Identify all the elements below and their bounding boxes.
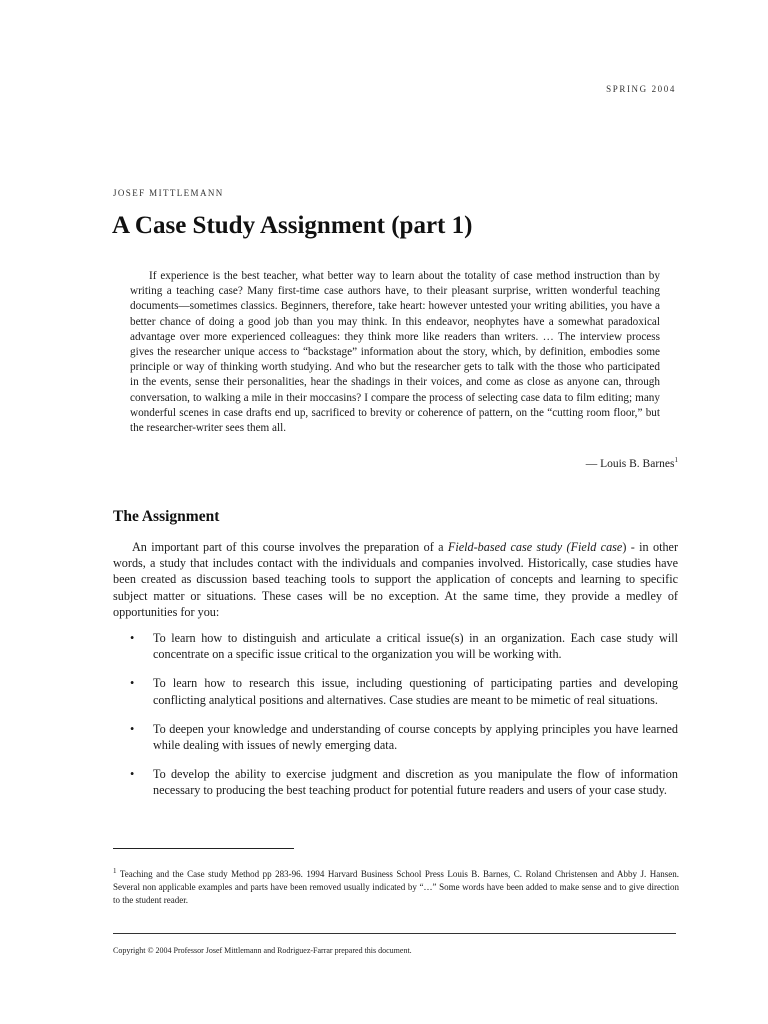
intro-text-start: An important part of this course involves the preparation of a (132, 540, 448, 554)
intro-text-end: ) - in other words, a study that includes contact with the individuals and companies involved. Historically, case studies have been created as discussion based teaching tools to support the application of concepts and learning to specific subject matter or situations. These cases will be no exception. At the same time, they provide a medley of opportunities for you: (113, 540, 679, 619)
list-item-text: To learn how to research this issue, including questioning of participating parties and developing conflicting analytical positions and alternatives. Case studies are meant to be mimetic of real situations. (153, 676, 678, 707)
author-name: JOSEF MITTLEMANN (113, 188, 224, 198)
footnote-reference[interactable]: 1 (674, 456, 678, 464)
copyright-notice: Copyright © 2004 Professor Josef Mittlemann and Rodriguez-Farrar prepared this document. (113, 946, 412, 955)
list-item (113, 630, 678, 662)
list-item-text: To deepen your knowledge and understanding of course concepts by applying principles you have learned while dealing with issues of newly emerging data. (153, 721, 678, 753)
bullet-icon: • (130, 767, 135, 782)
section-intro-paragraph (113, 539, 678, 620)
bullet-icon: • (130, 631, 135, 645)
list-item (113, 721, 678, 753)
footnote-text: Teaching and the Case study Method pp 283-96. 1994 Harvard Business School Press Louis B. Barnes, C. Roland Christensen and Abby J. Hansen. Several non applicable examples and parts have been removed usually indicated by “…” Some words have been added to make sense and to give direction to the student reader. (113, 869, 679, 905)
epigraph-attribution (586, 456, 678, 470)
header-date: SPRING 2004 (606, 84, 676, 94)
list-item-text: To learn how to distinguish and articulate a critical issue(s) in an organization. Each case study will concentrate on a specific issue critical to the organization you will be working with. (153, 631, 678, 662)
bullet-icon: • (130, 721, 135, 736)
intro-italic-term: Field-based case study (Field case (447, 540, 623, 554)
list-item (113, 675, 678, 707)
section-heading: The Assignment (113, 508, 220, 525)
page-title: A Case Study Assignment (part 1) (112, 212, 473, 239)
list-item-text: To develop the ability to exercise judgment and discretion as you manipulate the flow of information necessary to producing the best teaching product for potential future readers and users of your case study. (153, 767, 678, 798)
footnote-divider (113, 848, 294, 849)
opportunities-list (113, 630, 678, 812)
bullet-icon: • (130, 676, 135, 691)
footnote-mark: 1 (113, 867, 117, 875)
list-item (113, 766, 678, 798)
footnote (113, 865, 679, 907)
footer-divider (113, 933, 676, 934)
epigraph-quote: If experience is the best teacher, what better way to learn about the totality of case method instruction than by writing a teaching case? Many first-time case authors have, to their pleasant surprise, written wonderful teaching documents—sometimes classics. Beginners, therefore, take heart: however untested your writing abilities, you have a better chance of doing a good job than you may think. In this endeavor, neophytes have a somewhat paradoxical advantage over more experienced colleagues: they think more like readers than writers. … The interview process gives the researcher unique access to “backstage” information about the story, which, by definition, embodies some principle or way of thinking worth studying. And who but the researcher gets to talk with the those who participated in the events, sense their personalities, hear the shadings in their voices, and come as close as anyone can, through conversation, to walking a mile in their moccasins? I compare the process of selecting case data to film editing; many wonderful scenes in case drafts end up, sacrificed to brevity or coherence of pattern, on the “cutting room floor,” but the researcher-writer sees them all. (130, 270, 660, 435)
attribution-text: — Louis B. Barnes (585, 457, 675, 470)
